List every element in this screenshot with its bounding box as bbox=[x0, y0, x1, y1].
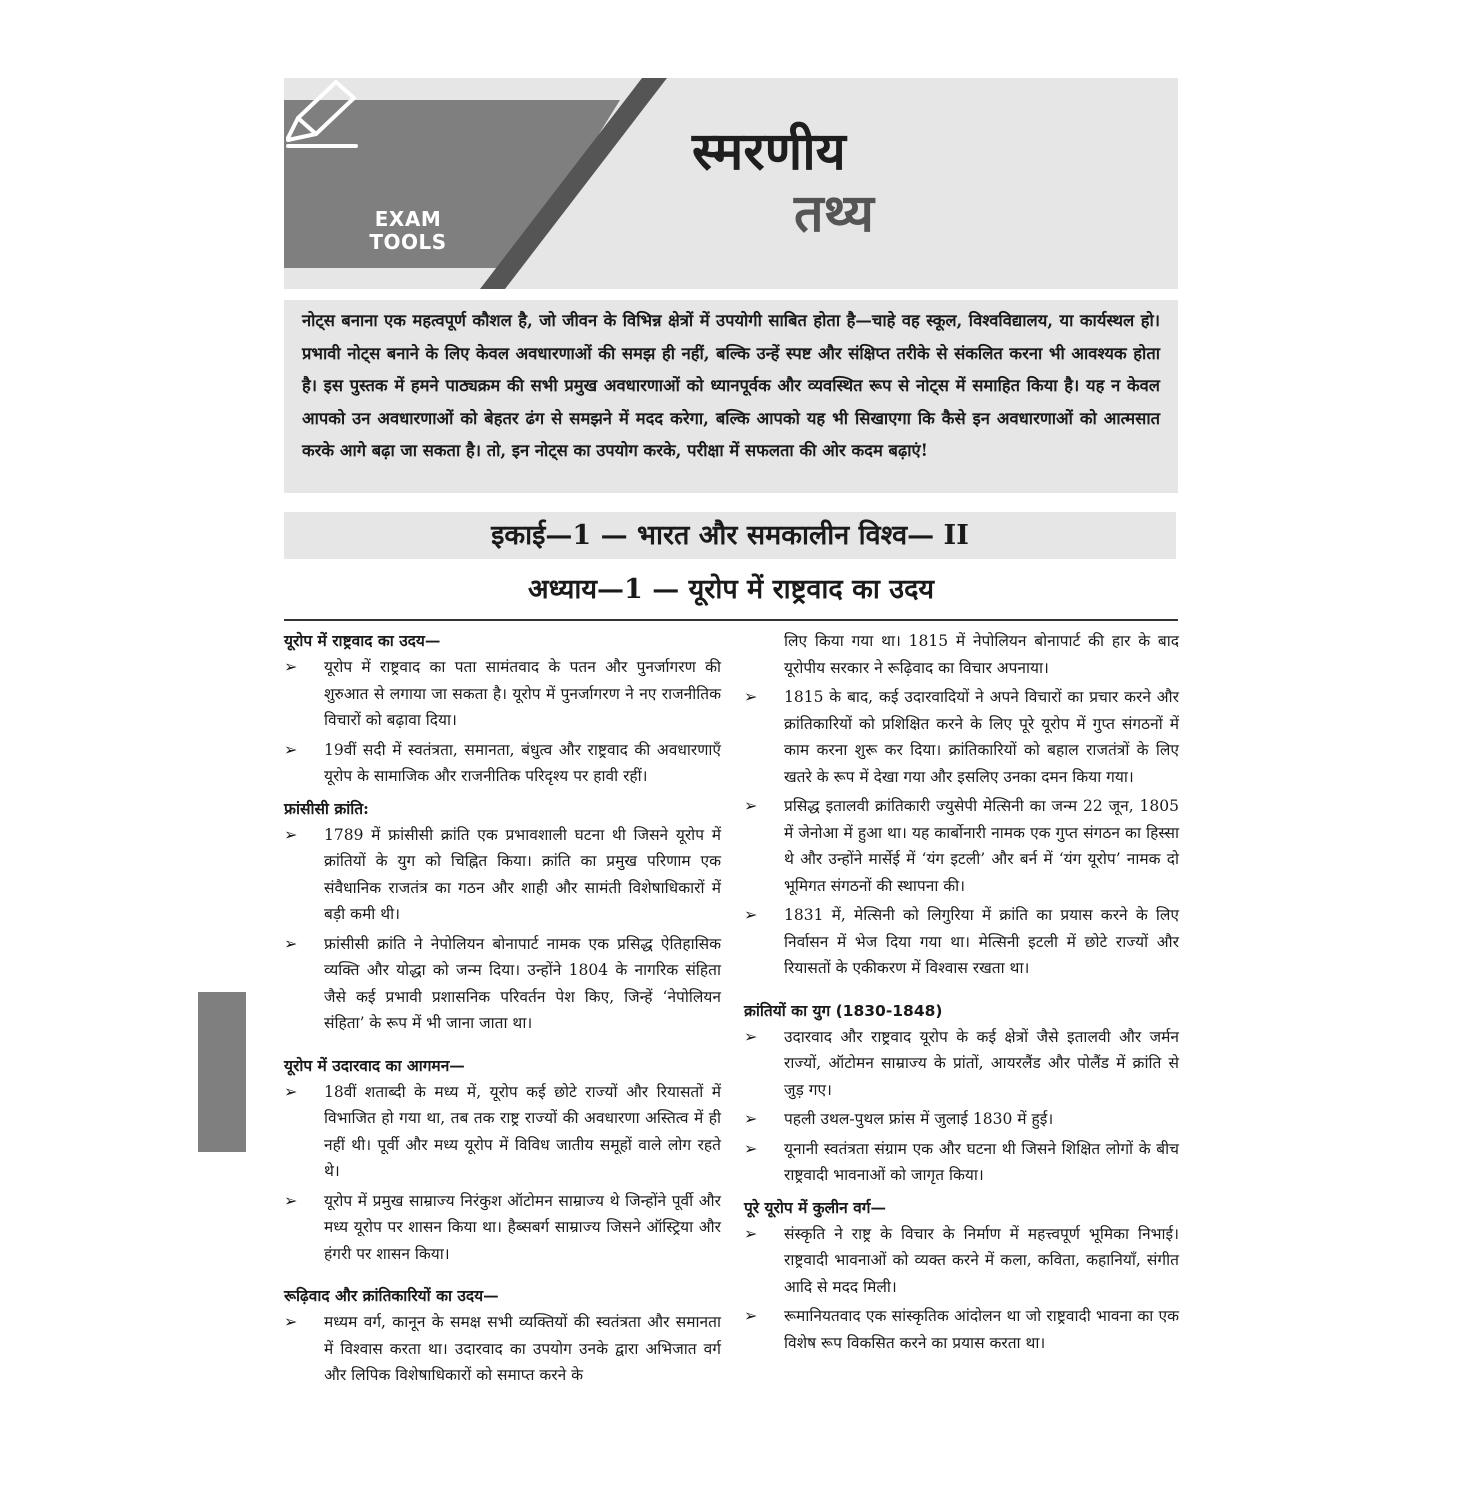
arrow-bullet-icon: ➢ bbox=[744, 687, 758, 706]
list-item bbox=[284, 1188, 721, 1268]
arrow-bullet-icon: ➢ bbox=[744, 1306, 758, 1325]
section-heading: यूरोप में राष्ट्रवाद का उदय— bbox=[284, 631, 441, 650]
list-item bbox=[744, 1221, 1179, 1301]
list-item-text: संस्कृति ने राष्ट्र के विचार के निर्माण में महत्त्वपूर्ण भूमिका निभाई। राष्ट्रवादी भावनाओं को व्यक्त करने में कला, कविता, कहानियाँ, संगीत आदि से मदद मिली। bbox=[784, 1224, 1179, 1296]
list-item bbox=[284, 822, 721, 928]
list-item bbox=[284, 1079, 721, 1185]
list-item bbox=[284, 1309, 721, 1389]
arrow-bullet-icon: ➢ bbox=[284, 1081, 298, 1101]
arrow-bullet-icon: ➢ bbox=[284, 933, 298, 953]
list-item-text: 1815 के बाद, कई उदारवादियों ने अपने विचारों का प्रचार करने और क्रांतिकारियों को प्रशिक्षित करने के लिए पूरे यूरोप में गुप्त संगठनों में काम करना शुरू कर दिया। क्रांतिकारियों को बहाल राजतंत्रों के लिए खतरे के रूप में देखा गया और इसलिए उनका दमन किया गया। bbox=[784, 688, 1179, 786]
list-item-text: 1789 में फ्रांसीसी क्रांति एक प्रभावशाली घटना थी जिसने यूरोप में क्रांतियों के युग को चिह्नित किया। क्रांति का प्रमुख परिणाम एक संवैधानिक राजतंत्र का गठन और शाही और सामंती विशेषाधिकारों में बड़ी कमी थी। bbox=[324, 825, 721, 923]
list-item-text: यूनानी स्वतंत्रता संग्राम एक और घटना थी जिसने शिक्षित लोगों के बीच राष्ट्रवादी भावनाओं को जागृत किया। bbox=[784, 1139, 1179, 1184]
list-item-text: उदारवाद और राष्ट्रवाद यूरोप के कई क्षेत्रों जैसे इतालवी और जर्मन राज्यों, ऑटोमन साम्राज्य के प्रांतों, आयरलैंड और पोलैंड में क्रांति से जुड़ गए। bbox=[784, 1027, 1179, 1099]
arrow-bullet-icon: ➢ bbox=[284, 1312, 298, 1331]
brand-line-1: EXAM bbox=[374, 207, 442, 231]
side-thumb-tab bbox=[198, 992, 246, 1152]
list-item-text: यूरोप में राष्ट्रवाद का पता सामंतवाद के पतन और पुनर्जागरण की शुरुआत से लगाया जा सकता है। यूरोप में पुनर्जागरण ने नए राजनीतिक विचारों को बढ़ावा दिया। bbox=[324, 658, 721, 729]
bullet-list bbox=[744, 684, 1179, 982]
list-item-text: 19वीं सदी में स्वतंत्रता, समानता, बंधुत्व और राष्ट्रवाद की अवधारणाएँ यूरोप के सामाजिक और राजनीतिक परिदृश्य पर हावी रहीं। bbox=[324, 740, 721, 785]
list-item-text: 18वीं शताब्दी के मध्य में, यूरोप कई छोटे राज्यों और रियासतों में विभाजित हो गया था, तब तक राष्ट्र राज्यों की अवधारणा अस्तित्व में ही नहीं थी। पूर्वी और मध्य यूरोप में विविध जातीय समूहों वाले लोग रहते थे। bbox=[324, 1082, 721, 1180]
arrow-bullet-icon: ➢ bbox=[744, 1138, 758, 1158]
bullet-list bbox=[284, 654, 721, 790]
arrow-bullet-icon: ➢ bbox=[744, 796, 758, 815]
list-item-text: रूमानियतवाद एक सांस्कृतिक आंदोलन था जो राष्ट्रवादी भावना का एक विशेष रूप विकसित करने का प्रयास करता था। bbox=[784, 1307, 1179, 1352]
list-item bbox=[284, 931, 721, 1037]
list-item bbox=[744, 793, 1179, 899]
section-heading: क्रांतियों का युग (1830-1848) bbox=[744, 1001, 943, 1020]
brand-line-2: TOOLS bbox=[369, 230, 447, 254]
chapter-heading: अध्याय—1 — यूरोप में राष्ट्रवाद का उदय bbox=[527, 574, 935, 605]
section-heading: रूढ़िवाद और क्रांतिकारियों का उदय— bbox=[284, 1286, 499, 1305]
list-item bbox=[744, 1136, 1179, 1189]
list-item-text: फ्रांसीसी क्रांति ने नेपोलियन बोनापार्ट नामक एक प्रसिद्ध ऐतिहासिक व्यक्ति और योद्धा को जन्म दिया। उन्होंने 1804 के नागरिक संहिता जैसे कई प्रभावी प्रशासनिक परिवर्तन पेश किए, जिन्हें ‘नेपोलियन संहिता’ के रूप में भी जाना जाता था। bbox=[324, 934, 721, 1032]
section-heading: यूरोप में उदारवाद का आगमन— bbox=[284, 1055, 465, 1075]
arrow-bullet-icon: ➢ bbox=[284, 657, 298, 676]
continued-text: लिए किया गया था। 1815 में नेपोलियन बोनापार्ट की हार के बाद यूरोपीय सरकार ने रूढ़िवाद का विचार अपनाया। bbox=[784, 632, 1179, 677]
section-heading: फ्रांसीसी क्रांति: bbox=[284, 798, 369, 818]
arrow-bullet-icon: ➢ bbox=[284, 824, 298, 844]
left-column bbox=[284, 628, 721, 1395]
list-item bbox=[284, 737, 721, 790]
intro-paragraph: नोट्स बनाना एक महत्वपूर्ण कौशल है, जो जीवन के विभिन्न क्षेत्रों में उपयोगी साबित होता है—चाहे वह स्कूल, विश्वविद्यालय, या कार्यस्थल हो। प्रभावी नोट्स बनाने के लिए केवल अवधारणाओं की समझ ही नहीं, बल्कि उन्हें स्पष्ट और संक्षिप्त तरीके से संकलित करना भी आवश्यक होता है। इस पुस्तक में हमने पाठ्यक्रम की सभी प्रमुख अवधारणाओं को ध्यानपूर्वक और व्यवस्थित रूप से नोट्स में समाहित किया है। यह न केवल आपको उन अवधारणाओं को बेहतर ढंग से समझने में मदद करेगा, बल्कि आपको यह भी सिखाएगा कि कैसे इन अवधारणाओं को आत्मसात करके आगे बढ़ा जा सकता है। तो, इन नोट्स का उपयोग करके, परीक्षा में सफलता की ओर कदम बढ़ाएं! bbox=[284, 300, 1178, 493]
header-banner bbox=[284, 78, 1178, 289]
list-item bbox=[744, 1106, 1179, 1133]
bullet-list bbox=[744, 1221, 1179, 1357]
section-heading: पूरे यूरोप में कुलीन वर्ग— bbox=[744, 1197, 887, 1217]
list-item bbox=[744, 684, 1179, 790]
arrow-bullet-icon: ➢ bbox=[744, 1026, 758, 1046]
unit-heading: इकाई—1 — भारत और समकालीन विश्व— II bbox=[284, 512, 1176, 559]
arrow-bullet-icon: ➢ bbox=[284, 739, 298, 759]
page-title-line-2: तथ्य bbox=[794, 184, 874, 244]
arrow-bullet-icon: ➢ bbox=[284, 1190, 298, 1210]
list-item bbox=[284, 654, 721, 734]
list-item-text: मध्यम वर्ग, कानून के समक्ष सभी व्यक्तियों की स्वतंत्रता और समानता में विश्वास करता था। उदारवाद का उपयोग उनके द्वारा अभिजात वर्ग और लिपिक विशेषाधिकारों को समाप्त करने के bbox=[324, 1313, 721, 1384]
arrow-bullet-icon: ➢ bbox=[744, 1223, 758, 1243]
list-item-text: पहली उथल-पुथल फ्रांस में जुलाई 1830 में हुई। bbox=[784, 1110, 1054, 1128]
arrow-bullet-icon: ➢ bbox=[744, 1109, 758, 1128]
bullet-list bbox=[284, 822, 721, 1037]
bullet-list bbox=[284, 1309, 721, 1389]
arrow-bullet-icon: ➢ bbox=[744, 905, 758, 924]
brand-label bbox=[334, 208, 482, 254]
bullet-list bbox=[284, 1079, 721, 1268]
page-title-line-1: स्मरणीय bbox=[692, 122, 846, 182]
list-item bbox=[744, 1303, 1179, 1356]
list-item bbox=[744, 902, 1179, 982]
list-item-text: प्रसिद्ध इतालवी क्रांतिकारी ज्युसेपी मेत्सिनी का जन्म 22 जून, 1805 में जेनोआ में हुआ था। यह कार्बोनारी नामक एक गुप्त संगठन का हिस्सा थे और उन्होंने मार्सेई में ‘यंग इटली’ और बर्न में ‘यंग यूरोप’ नामक दो भूमिगत संगठनों की स्थापना की। bbox=[784, 797, 1179, 895]
heading-divider bbox=[284, 619, 1178, 621]
list-item-text: यूरोप में प्रमुख साम्राज्य निरंकुश ऑटोमन साम्राज्य थे जिन्होंने पूर्वी और मध्य यूरोप पर शासन किया था। हैब्सबर्ग साम्राज्य जिसने ऑस्ट्रिया और हंगरी पर शासन किया। bbox=[324, 1191, 721, 1263]
list-item bbox=[744, 1024, 1179, 1104]
list-item-text: 1831 में, मेत्सिनी को लिगुरिया में क्रांति का प्रयास करने के लिए निर्वासन में भेज दिया गया था। मेत्सिनी इटली में छोटे राज्यों और रियासतों के एकीकरण में विश्वास रखता था। bbox=[784, 906, 1179, 977]
pencil-icon bbox=[284, 78, 360, 150]
right-column bbox=[744, 628, 1179, 1362]
bullet-list bbox=[744, 1024, 1179, 1189]
